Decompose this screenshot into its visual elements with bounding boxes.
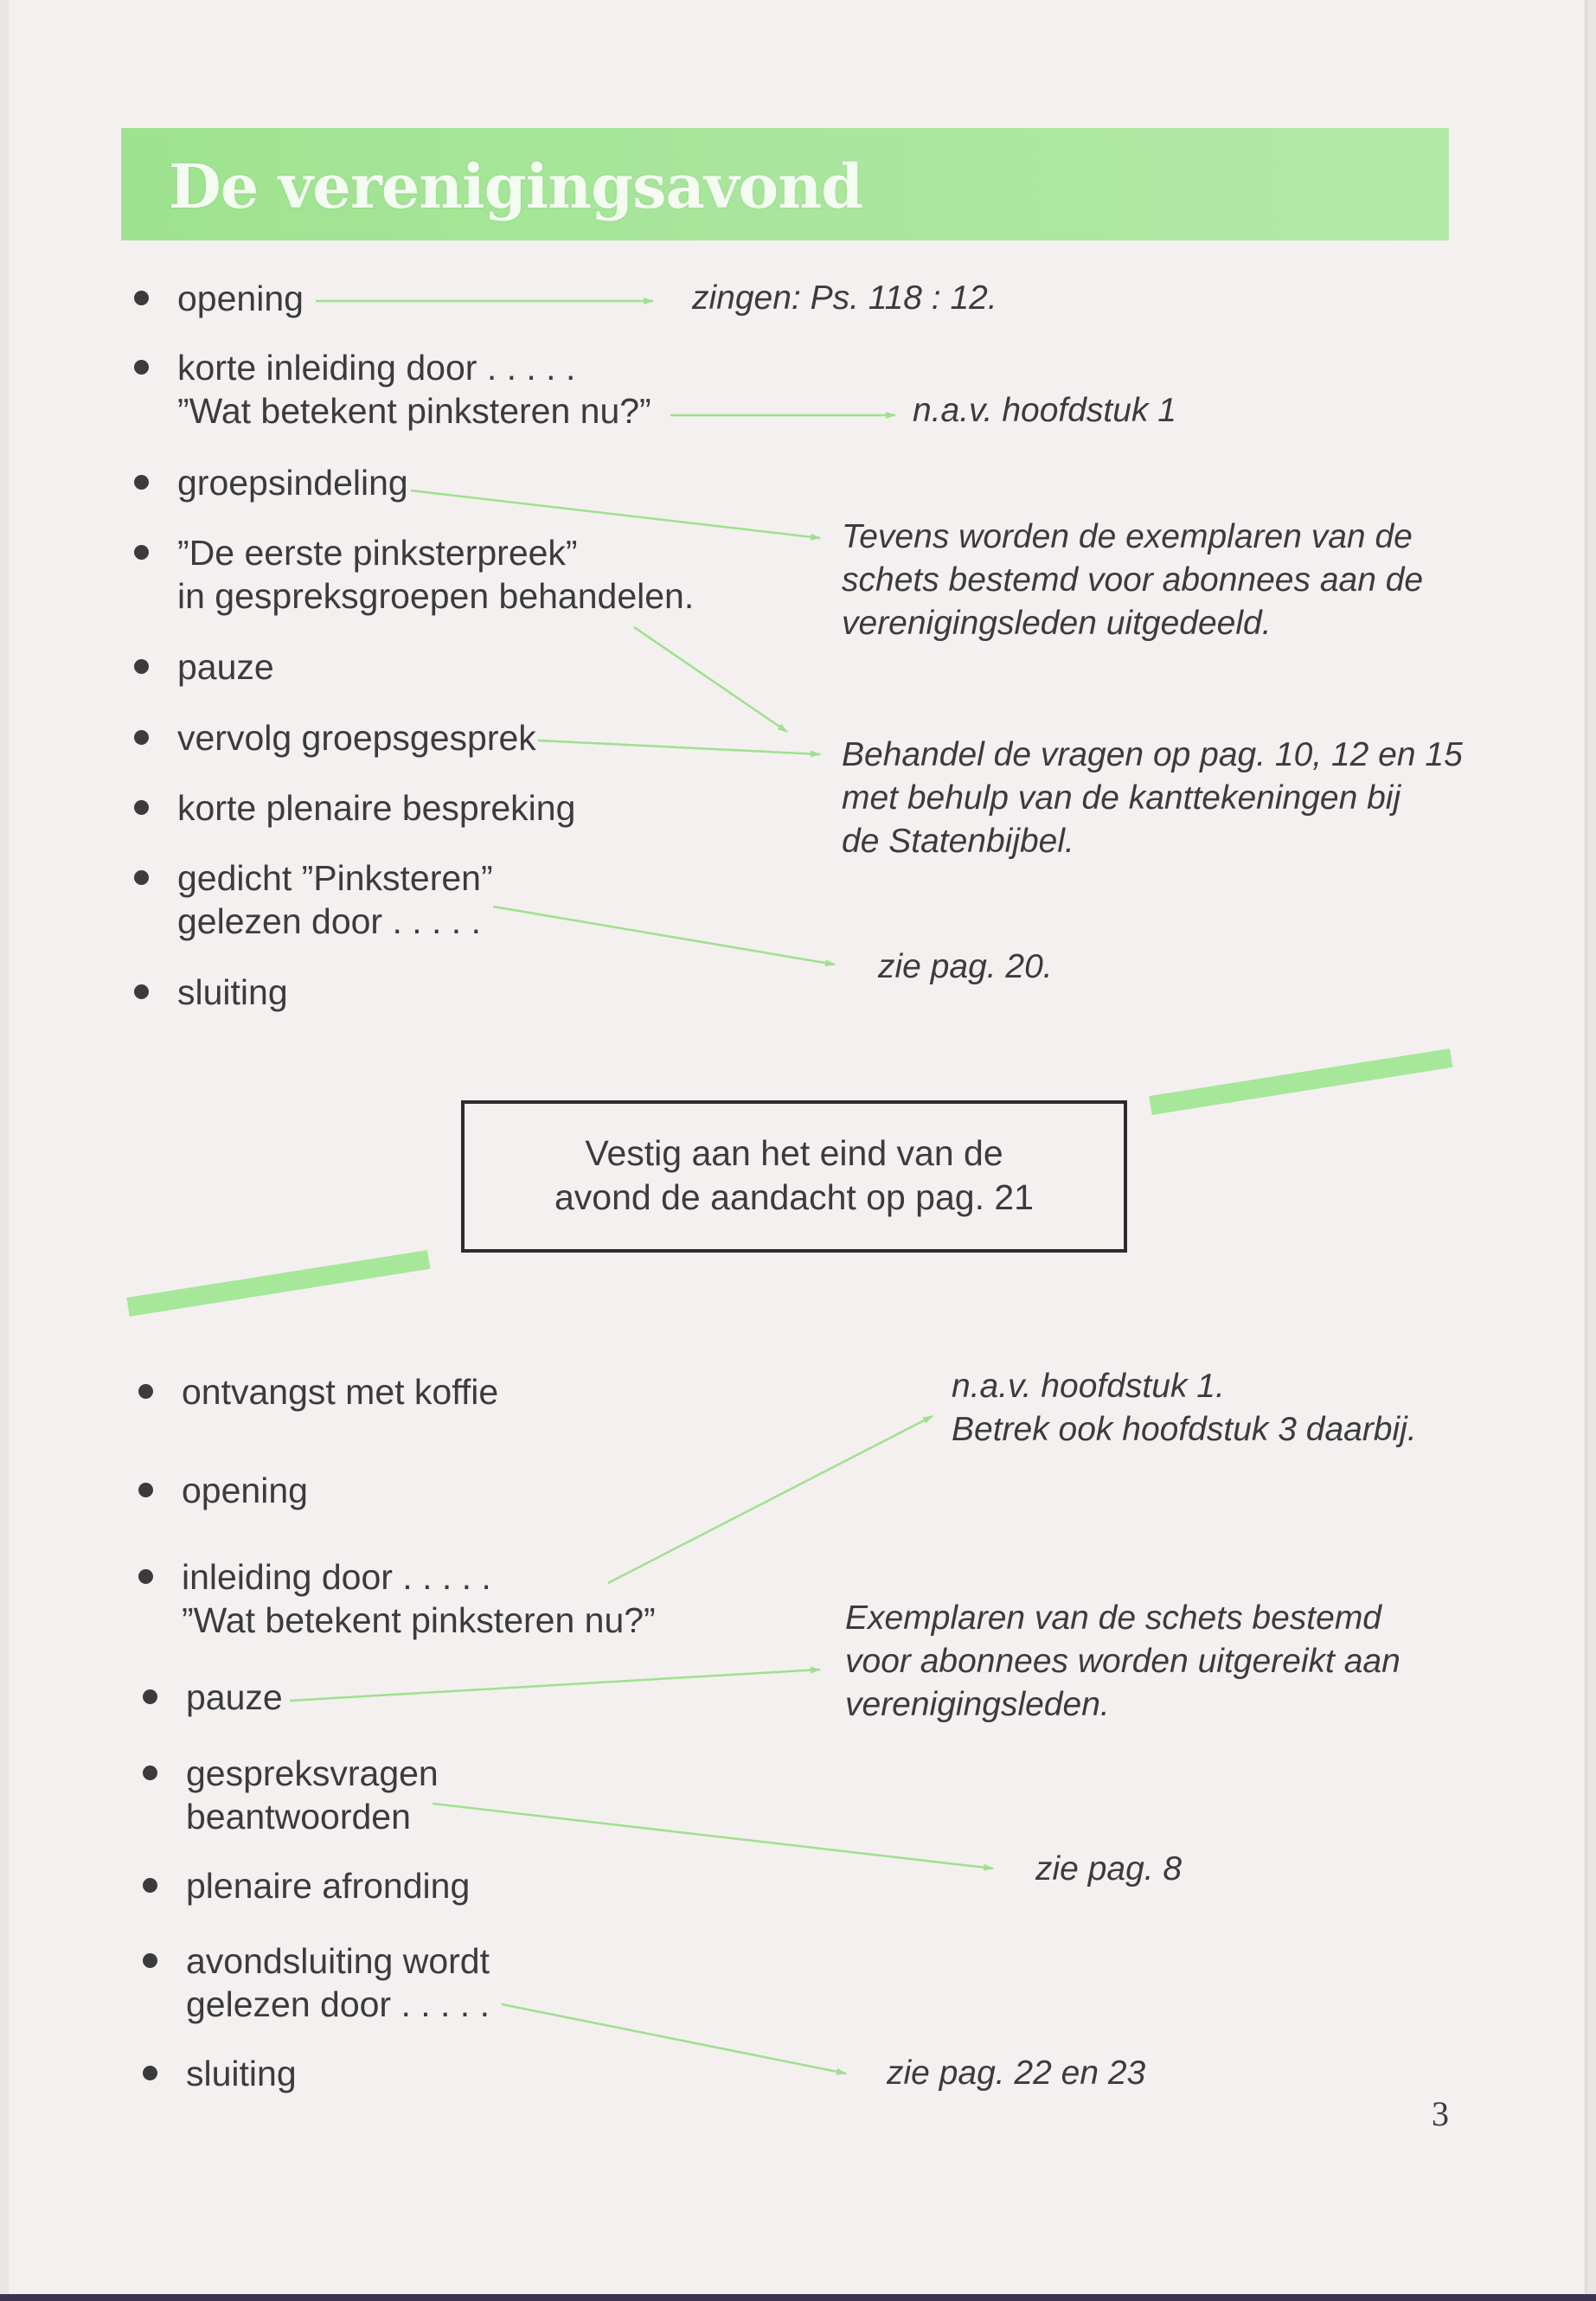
item-text: gedicht ”Pinksteren”: [177, 858, 493, 898]
item-text: inleiding door . . . . .: [182, 1557, 491, 1597]
callout-line: avond de aandacht op pag. 21: [554, 1177, 1034, 1217]
item-text: pauze: [177, 647, 274, 687]
item-text: groepsindeling: [177, 463, 408, 503]
arrow-line: [433, 1804, 993, 1868]
note-line: verenigingsleden uitgedeeld.: [842, 605, 1272, 642]
note-line: Behandel de vragen op pag. 10, 12 en 15: [842, 736, 1463, 773]
item-text: sluiting: [177, 972, 288, 1012]
note-line: Tevens worden de exemplaren van de: [842, 518, 1413, 555]
note-line: schets bestemd voor abonnees aan de: [842, 561, 1424, 599]
item-text: sluiting: [186, 2054, 297, 2093]
arrow-line: [538, 740, 820, 754]
item-text: beantwoorden: [186, 1797, 411, 1836]
item-text: opening: [177, 279, 304, 318]
note-line: Exemplaren van de schets bestemd: [845, 1599, 1382, 1637]
item-text: vervolg groepsgesprek: [177, 718, 536, 758]
note-line: de Statenbijbel.: [842, 823, 1074, 860]
arrow-line: [608, 1416, 933, 1583]
connector-arrows: [9, 0, 1585, 2294]
item-text: ontvangst met koffie: [182, 1372, 499, 1412]
note-line: n.a.v. hoofdstuk 1.: [952, 1368, 1225, 1405]
note-line: verenigingsleden.: [845, 1686, 1110, 1723]
note-line: Betrek ook hoofdstuk 3 daarbij.: [952, 1411, 1417, 1448]
page-title: De verenigingsavond: [169, 151, 863, 222]
arrow-line: [290, 1670, 820, 1701]
callout-line: Vestig aan het eind van de: [585, 1133, 1003, 1173]
item-text: korte inleiding door . . . . .: [177, 348, 576, 388]
arrow-line: [411, 490, 820, 538]
item-text: avondsluiting wordt: [186, 1941, 490, 1981]
page-number: 3: [1432, 2094, 1449, 2133]
note-line: zingen: Ps. 118 : 12.: [692, 279, 997, 317]
item-text: plenaire afronding: [186, 1866, 471, 1906]
item-text: ”Wat betekent pinksteren nu?”: [182, 1600, 656, 1640]
note-line: voor abonnees worden uitgereikt aan: [845, 1643, 1401, 1680]
page: [9, 0, 1585, 2294]
note-line: met behulp van de kanttekeningen bij: [842, 779, 1401, 817]
bottom-edge: [0, 2294, 1596, 2301]
item-text: gelezen door . . . . .: [177, 901, 481, 941]
note-line: zie pag. 20.: [878, 948, 1053, 985]
item-text: ”Wat betekent pinksteren nu?”: [177, 391, 651, 431]
note-line: zie pag. 22 en 23: [887, 2054, 1146, 2092]
item-text: gespreksvragen: [186, 1753, 439, 1793]
item-text: korte plenaire bespreking: [177, 788, 576, 828]
note-line: zie pag. 8: [1035, 1850, 1183, 1888]
item-text: gelezen door . . . . .: [186, 1984, 490, 2024]
item-text: pauze: [186, 1677, 283, 1717]
arrow-line: [493, 907, 835, 965]
arrow-line: [634, 627, 787, 732]
note-line: n.a.v. hoofdstuk 1: [913, 392, 1176, 429]
item-text: opening: [182, 1471, 308, 1510]
item-text: ”De eerste pinksterpreek”: [177, 533, 578, 573]
arrow-line: [502, 2004, 846, 2073]
item-text: in gespreksgroepen behandelen.: [177, 576, 695, 616]
